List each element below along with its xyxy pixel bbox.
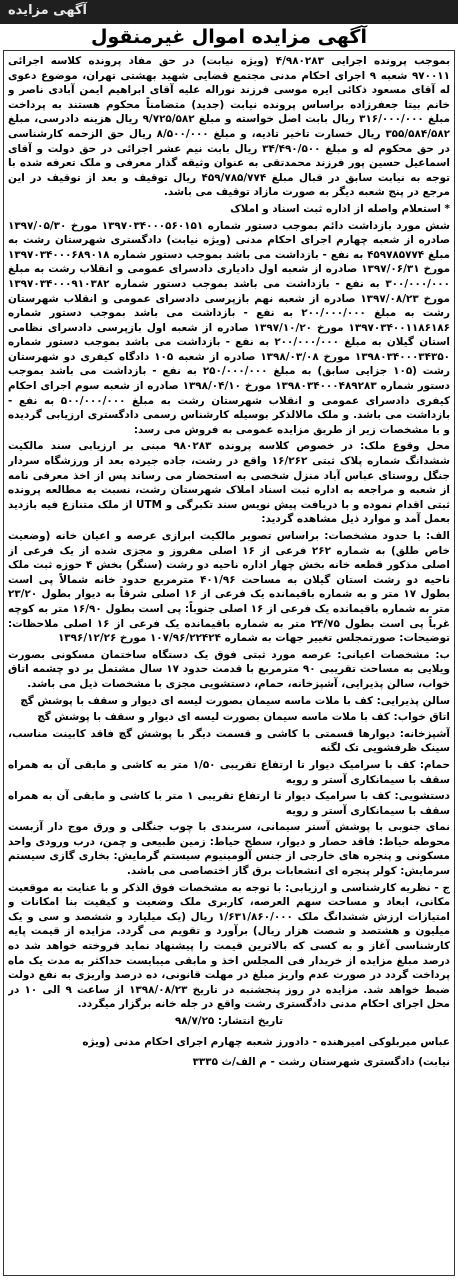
- paragraph-case: بموجب پرونده اجرایی ۴/۹۸۰۲۸۳ (ویژه نیابت) در حق مفاد پرونده کلاسه اجرائی ۹۷۰۰۱۱ شعبه ۹ اجرای احکام مدنی مجتمع قضایی شهید بهشتی تهران، موضوع دعوی له آقای مسعود ذکائی ایره موسی فرزند نوراله علیه آقای ابراهیم ایمن آبادی ناصر و خانم بیتا جعفرزاده براساس پرونده نیابت (جدید) متضامناً محکوم هستند به پرداخت مبلغ ۳۱۶/۰۰۰/۰۰۰ ریال بابت اصل خواسته و مبلغ ۹/۷۲۵/۵۸۲ ریال هزینه دادرسی، مبلغ ۳۵۵/۵۸۴/۵۸۲ ریال خسارت تاخیر تادیه، و مبلغ ۸/۵۰۰/۰۰۰ ریال حق الزحمه کارشناسی در حق محکوم له و مبلغ ۳۴/۴۹۰/۵۰۰ ریال بابت نیم عشر اجرائی در حق دولت و آقای اسماعیل حسین پور فرزند محمدتقی به عنوان وثیقه گذار معرفی و ملک تعرفه شده با توجه به نیابت سابق در قبال مبلغ ۴۵۹/۷۸۵/۷۷۴ ریال توقیف و بعد از توقیف در این مرجع در پنج شعبه دیگر به صورت مازاد توقیف می باشد.: [8, 55, 450, 199]
- notice-title: آگهی مزایده اموال غیرمنقول: [91, 26, 367, 48]
- paragraph-inquiry: * استعلام واصله از اداره ثبت اسناد و املاک: [230, 202, 450, 215]
- paragraph-toilet: دستشویی: کف با سرامیک دیوار تا ارتفاع تقریبی ۱ متر با کاشی و مابقی آن به همراه سقف با سیمانکاری آستر و رویه: [8, 790, 450, 817]
- paragraph-building: ب: مشخصات اعیانی: عرصه مورد ثبتی فوق یک دستگاه ساختمان مسکونی بصورت ویلایی به مساحت تقریبی ۹۰ مترمربع با قدمت حدود ۱۷ سال مشتمل بر دو چشمه اتاق خواب، سالن پذیرایی، آشپزخانه، حمام، دستشویی مجزی با مشخصات ذیل می باشد.: [8, 648, 450, 690]
- paragraph-seizures: شش مورد بازداشت دائم بموجب دستور شماره ۱۳۹۷۰۳۴۰۰۰۵۶۰۱۵۱ مورخ ۱۳۹۷/۰۵/۳۰ صادره از شعبه چهارم اجرای احکام مدنی (ویژه نیابت) دادگستری شهرستان رشت به مبلغ ۴۵۹۷۸۵۷۷۴ به نفع - بازداشت می باشد بموجب دستور شماره ۱۳۹۷۰۳۴۰۰۰۶۸۹۰۱۸ مورخ ۱۳۹۷/۰۶/۳۱ صادره از شعبه اول دادیاری دادسرای عمومی و انقلاب رشت به مبلغ ۳۰۰/۰۰۰/۰۰۰ به نفع - بازداشت می باشد بموجب دستور شماره ۱۳۹۷۰۳۴۰۰۰۹۱۰۳۸۲ مورخ ۱۳۹۷/۰۸/۲۳ صادره از شعبه نهم بازپرسی دادسرای عمومی و انقلاب شهرستان رشت به مبلغ ۲۰۰/۰۰۰/۰۰۰ به نفع - بازداشت می باشد بموجب دستور شماره ۱۳۹۷۰۳۴۰۰۱۱۸۶۱۸۶ مورخ ۱۳۹۷/۱۰/۲۰ صادره از شعبه اول بازپرسی دادسرای نظامی استان گیلان به مبلغ ۲۰۰/۰۰۰/۰۰۰ به نفع - بازداشت می باشد بموجب دستور شماره ۱۳۹۸۰۳۴۰۰۰۳۴۳۵۰ مورخ ۱۳۹۸/۰۳/۰۸ صادره از شعبه ۱۰۵ دادگاه کیفری دو شهرستان رشت (۱۰۵ جزایی سابق) به مبلغ ۲۵۰/۰۰۰/۰۰۰ به نفع - بازداشت می باشد بموجب دستور شماره ۱۳۹۸۰۳۴۰۰۰۴۸۹۲۸۳ مورخ ۱۳۹۸/۰۴/۱۰ صادره از شعبه سوم اجرای احکام کیفری دادسرای عمومی و انقلاب شهرستان رشت به مبلغ ۵۰۰/۰۰۰/۰۰۰ به نفع - بازداشت می باشد. و ملک مالالذکر بوسیله کارشناس رسمی دادگستری ارزیابی گردیده و با مشخصات زیر از طریق مزایده عمومی به فروش می رسد:: [8, 219, 450, 436]
- paragraph-bedroom: اتاق خواب: کف با ملات ماسه سیمان بصورت لیسه ای دیوار و سقف با پوشش گچ: [37, 711, 450, 724]
- header-band: [0, 0, 458, 24]
- paragraph-facade: نمای جنوبی با پوشش آستر سیمانی، سربندی با چوب جنگلی و ورق موج دار آزبست محوطه حیاط: فاقد حصار و دیوار، سطح حیاط: زمین طبیعی و چمن، درب ورودی واحد مسکونی و پنجره های خارجی از جنس آلومینیوم سیستم گرمایش: بخاری گازی سیستم سرمایش: کولر پنجره ای انشعابات برق گاز اختصاصی می باشد.: [8, 821, 450, 878]
- paragraph-bathroom: حمام: کف با سرامیک دیوار تا ارتفاع تقریبی ۱/۵۰ متر به کاشی و مابقی آن به همراه سقف با سیمانکاری آستر و رویه: [8, 758, 450, 786]
- paragraph-boundaries: الف: با حدود مشخصات: براساس تصویر مالکیت ابرازی عرصه و اعیان خانه (وضعیت خاص طلق) به شماره ۲۶۲ فرعی از ۱۶ اصلی مفروز و مجزی شده از یک فرعی از اصلی مذکور قطعه خانه بخش چهار اداره ناحیه دو رشت (سنگر) بخش ۴ حوزه ثبت ملک ناحیه دو رشت استان گیلان به مساحت ۴۰۱/۹۶ مترمربع حدود خانه شمالاً پی است بطول ۱۷ متر و به شماره باقیمانده یک فرعی از ۱۶ اصلی شرقاً به دیوار بطول ۲۳/۲۰ متر به شماره باقیمانده یک فرعی از ۱۶ اصلی جنوباً: پی است بطول ۱۶/۹۰ متر به کوچه غرباً پی است بطول ۲۴/۷۵ متر به شماره باقیمانده یک فرعی از ۱۶ اصلی ملاحظات: توضیحات: صورتمجلس تغییر جهات به شماره ۱۰۷/۹۶/۲۲۴۲۴ مورخ ۱۳۹۶/۱۲/۲۶: [8, 530, 450, 645]
- signature-line-1: عباس میربلوکی امیرهنده - دادورز شعبه چهارم اجرای احکام مدنی (ویژه: [82, 1035, 450, 1048]
- signature-line-2: نیابت) دادگستری شهرستان رشت - م الف/ث ۳۳۳۵: [192, 1056, 450, 1069]
- paragraph-location: محل وقوع ملک: در خصوص کلاسه پرونده ۹۸۰۲۸۳ مبنی بر ارزیابی سند مالکیت ششدانگ شماره پلاک ثبتی ۱۶/۲۶۲ واقع در رشت، جاده جیرده بعد از ورزشگاه سردار جنگل روستای عباس آباد منزل شخصی به استحضار می رساند پس از اخذ معرفی نامه از شعبه و مراجعه به اداره ثبت اسناد املاک شهرستان رشت، نسبت به مطالعه پرونده ثبتی اقدام نموده و با دریافت پیش نویس سند تکبرگی و UTM از ملک متنازع فیه بازدید بعمل آمد و موارد ذیل مشاهده گردید:: [8, 440, 450, 526]
- notice-body: [8, 54, 450, 1272]
- header-label: آگهی مزایده: [8, 3, 87, 18]
- paragraph-kitchen: آشپزخانه: دیوارها قسمتی با کاشی و قسمت دیگر با پوشش گچ فاقد کابینت مناسب، سینک ظرفشویی تک لگنه: [8, 727, 450, 755]
- publish-date: تاریخ انتشار: ۹۸/۷/۲۵: [174, 1015, 284, 1027]
- paragraph-valuation: ج - نظریه کارشناسی و ارزیابی: با توجه به مشخصات فوق الذکر و با عنایت به موقعیت مکانی، ابعاد و مساحت سهم العرصه، کاربری ملک وضعیت و کیفیت بنا امکانات و امتیازات ارزش ششدانگ ملک ۱/۶۳۱/۸۶۰/۰۰۰ ریال (یک میلیارد و ششصد و سی و یک میلیون و هشتصد و شصت هزار ریال) برآورد و تقویم می گردد. مزایده از قیمت پایه کارشناسی آغاز و به کسی که بالاترین قیمت را پیشنهاد نماید فروخته خواهد شد ده درصد مبلغ مزایده از خریدار فی المجلس اخذ و مابقی میبایست حداکثر به مدت یک ماه پرداخت گردد در صورت عدم واریز مبلغ در مهلت قانونی، ده درصد واریزی به نفع دولت ضبط خواهد شد. مزایده در روز پنجشنبه در تاریخ ۱۳۹۸/۰۸/۲۳ از ساعت ۹ الی ۱۰ در محل اجرای احکام مدنی دادگستری رشت واقع در جله خانه برگزار میگردد.: [8, 881, 450, 1011]
- paragraph-living-room: سالن پذیرایی: کف با ملات ماسه سیمان بصورت لیسه ای دیوار و سقف با پوشش گچ: [20, 694, 450, 707]
